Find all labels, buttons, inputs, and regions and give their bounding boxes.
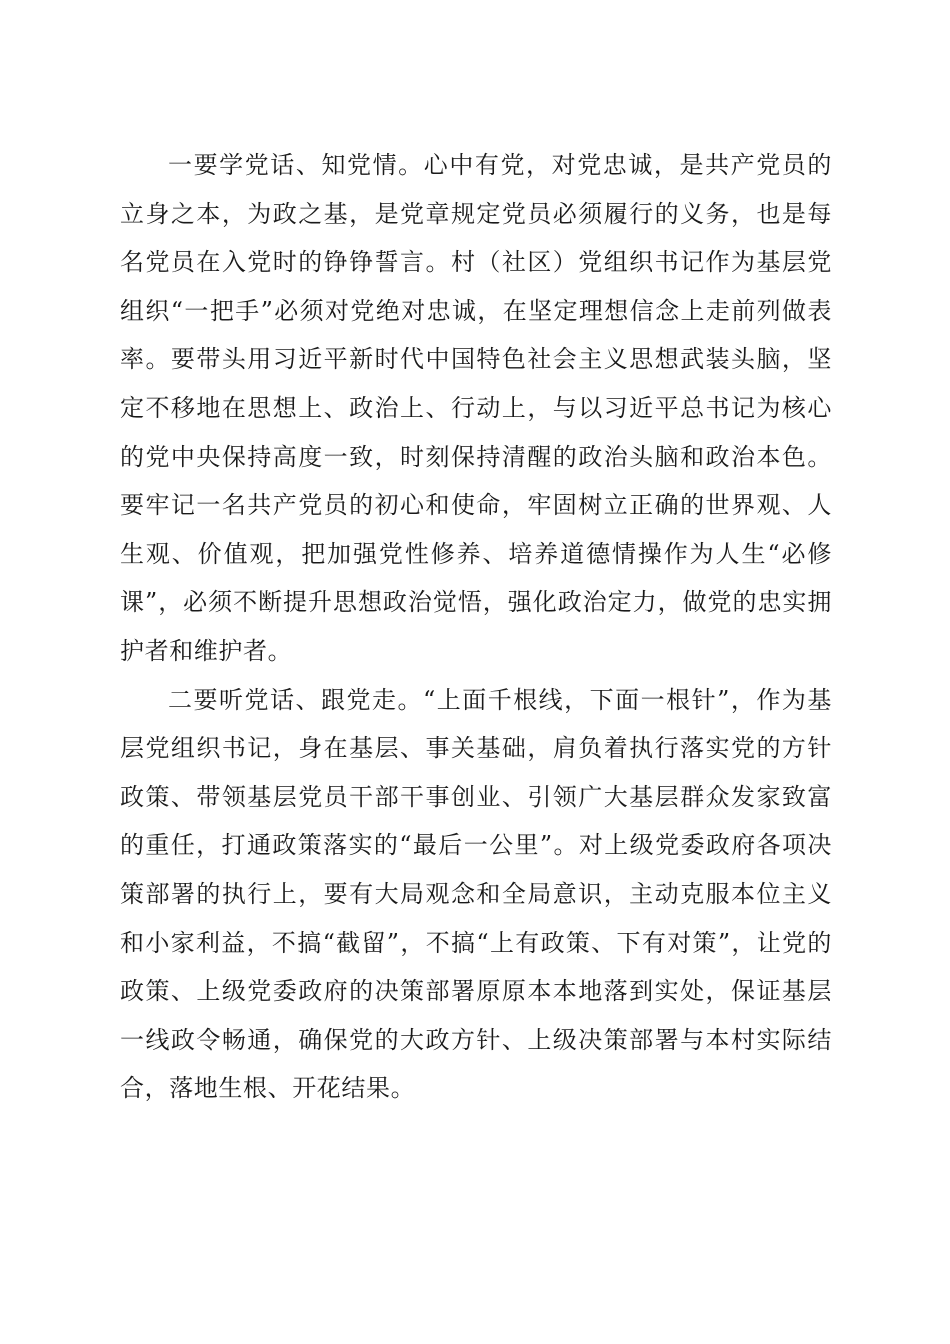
document-body (120, 141, 832, 1113)
paragraph-follow-party: 二要听党话、跟党走。“上面千根线，下面一根针”，作为基层党组织书记，身在基层、事关基础，肩负着执行落实党的方针政策、带领基层党员干部干事创业、引领广大基层群众发家致富的重任，打通政策落实的“最后一公里”。对上级党委政府各项决策部署的执行上，要有大局观念和全局意识，主动克服本位主义和小家利益，不搞“截留”，不搞“上有政策、下有对策”，让党的政策、上级党委政府的决策部署原原本本地落到实处，保证基层一线政令畅通，确保党的大政方针、上级决策部署与本村实际结合，落地生根、开花结果。 (120, 685, 832, 1103)
paragraph-study-party: 一要学党话、知党情。心中有党，对党忠诚，是共产党员的立身之本，为政之基，是党章规定党员必须履行的义务，也是每名党员在入党时的铮铮誓言。村（社区）党组织书记作为基层党组织“一把手”必须对党绝对忠诚，在坚定理想信念上走前列做表率。要带头用习近平新时代中国特色社会主义思想武装头脑，坚定不移地在思想上、政治上、行动上，与以习近平总书记为核心的党中央保持高度一致，时刻保持清醒的政治头脑和政治本色。要牢记一名共产党员的初心和使命，牢固树立正确的世界观、人生观、价值观，把加强党性修养、培养道德情操作为人生“必修课”，必须不断提升思想政治觉悟，强化政治定力，做党的忠实拥护者和维护者。 (120, 151, 832, 665)
